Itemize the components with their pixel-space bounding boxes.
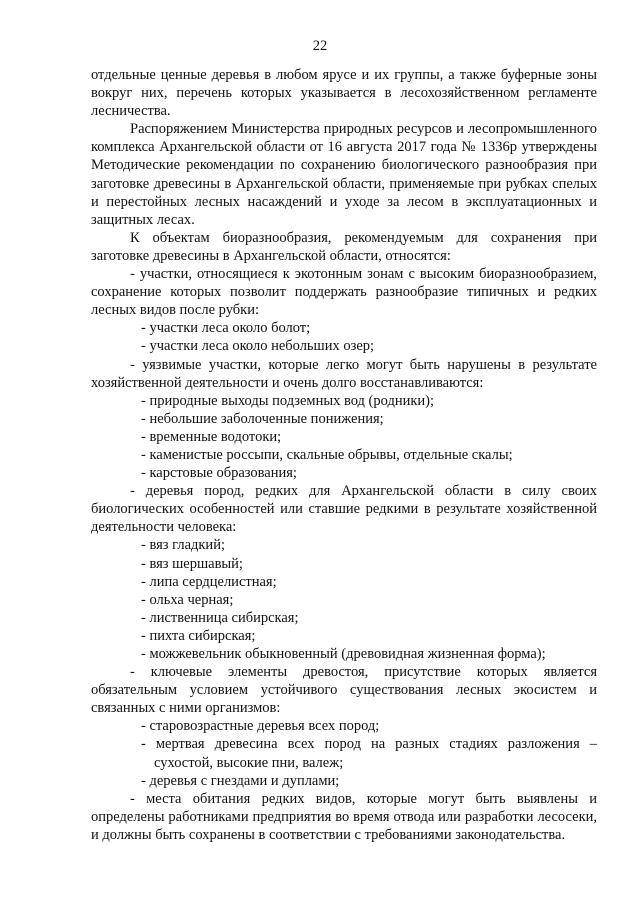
list-item-siberian-larch: - лиственница сибирская;	[141, 609, 299, 626]
list-item-old-trees: - старовозрастные деревья всех пород;	[141, 718, 380, 735]
list-item-dead-wood: - мертвая древесина всех пород на разных стадиях разложения – сухостой, высокие пни, валеж;	[141, 736, 597, 771]
list-category-rare-species-habitats: - места обитания редких видов, которые могут быть выявлены и определены работниками предприятия во время отвода или разработки лесосеки, и должны быть сохранены в соответствии с требованиями законодательства.	[91, 790, 597, 843]
list-category-key-elements: - ключевые элементы древостоя, присутствие которых является обязательным условием устойчивого существования лесных экосистем и связанных с ними организмов:	[91, 664, 597, 717]
list-item-springs: - природные выходы подземных вод (родники);	[141, 392, 435, 409]
list-item-siberian-fir: - пихта сибирская;	[141, 627, 256, 644]
list-item-near-bogs: - участки леса около болот;	[141, 320, 311, 337]
list-category-vulnerable-sites: - уязвимые участки, которые легко могут быть нарушены в результате хозяйственной деятельности и очень долго восстанавливаются:	[91, 356, 597, 391]
document-body	[91, 66, 597, 844]
list-item-near-lakes: - участки леса около небольших озер;	[141, 338, 375, 355]
list-item-linden: - липа сердцелистная;	[141, 573, 277, 590]
paragraph-continuation: отдельные ценные деревья в любом ярусе и их группы, а также буферные зоны вокруг них, перечень которых указывается в лесохозяйственном регламенте лесничества.	[91, 67, 597, 120]
paragraph-objects-intro: К объектам биоразнообразия, рекомендуемым для сохранения при заготовке древесины в Архангельской области, относятся:	[91, 229, 597, 264]
paragraph-decree: Распоряжением Министерства природных ресурсов и лесопромышленного комплекса Архангельской области от 16 августа 2017 года № 1336р утверждены Методические рекомендации по сохранению биологического разнообразия при заготовке древесины в Архангельской области, применяемые при рубках спелых и перестойных лесных насаждений и уходе за лесом в эксплуатационных и защитных лесах.	[91, 121, 597, 228]
list-item-nest-trees: - деревья с гнездами и дуплами;	[141, 772, 340, 789]
list-item-rocks: - каменистые россыпи, скальные обрывы, отдельные скалы;	[141, 446, 513, 463]
page-number: 22	[312, 38, 328, 54]
list-item-wet-depressions: - небольшие заболоченные понижения;	[141, 410, 384, 427]
list-category-ecotone: - участки, относящиеся к экотонным зонам с высоким биоразнообразием, сохранение которых позволит поддержать разнообразие типичных и редких лесных видов после рубки:	[91, 266, 597, 319]
list-item-streams: - временные водотоки;	[141, 428, 282, 445]
list-category-rare-trees: - деревья пород, редких для Архангельской области в силу своих биологических особенностей или ставшие редкими в результате хозяйственной деятельности человека:	[91, 483, 597, 536]
list-item-juniper: - можжевельник обыкновенный (древовидная жизненная форма);	[141, 646, 546, 662]
list-item-black-alder: - ольха черная;	[141, 591, 234, 608]
list-item-smooth-elm: - вяз гладкий;	[141, 537, 225, 554]
list-item-wych-elm: - вяз шершавый;	[141, 555, 243, 572]
list-item-karst: - карстовые образования;	[141, 465, 297, 482]
